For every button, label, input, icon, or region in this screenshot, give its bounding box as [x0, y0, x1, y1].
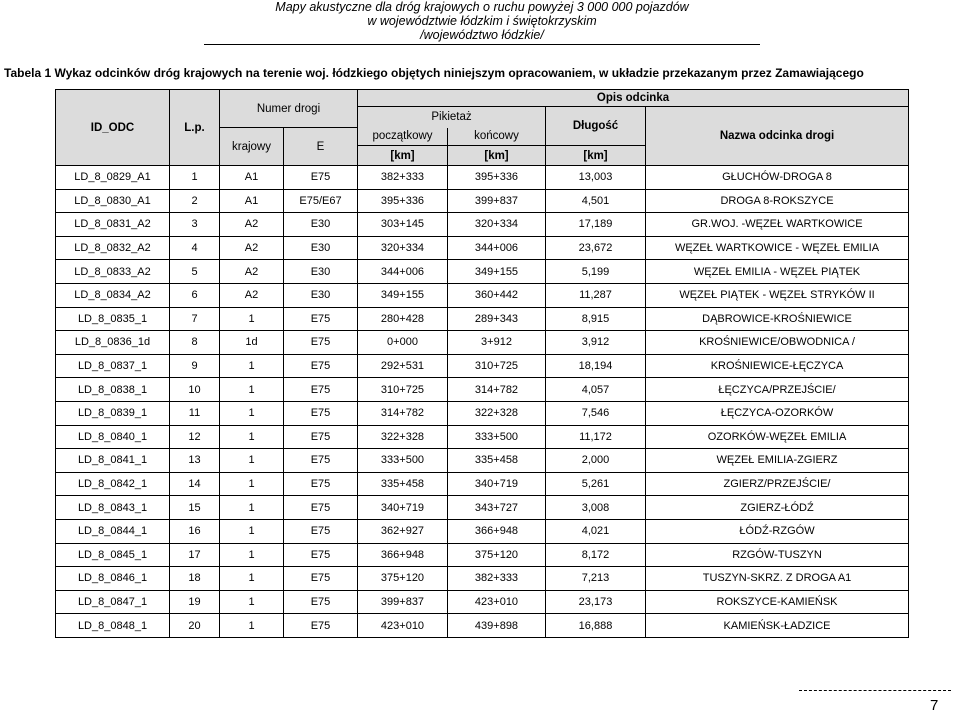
table-row	[56, 496, 909, 520]
cell-dlugosc: 13,003	[546, 166, 646, 190]
table-row	[56, 260, 909, 284]
cell-id: LD_8_0831_A2	[56, 213, 170, 237]
cell-koncowy: 289+343	[448, 307, 546, 331]
table-row	[56, 614, 909, 638]
table-row	[56, 354, 909, 378]
cell-id: LD_8_0847_1	[56, 590, 170, 614]
cell-e: E75	[284, 307, 358, 331]
cell-e: E30	[284, 213, 358, 237]
page-number: 7	[930, 697, 939, 714]
cell-e: E75	[284, 472, 358, 496]
cell-poczatkowy: 362+927	[358, 519, 448, 543]
cell-dlugosc: 11,172	[546, 425, 646, 449]
header-rule	[204, 44, 760, 45]
cell-e: E75	[284, 354, 358, 378]
cell-lp: 4	[170, 236, 220, 260]
cell-dlugosc: 4,501	[546, 189, 646, 213]
table-row	[56, 283, 909, 307]
cell-koncowy: 322+328	[448, 401, 546, 425]
cell-e: E75	[284, 496, 358, 520]
cell-koncowy: 343+727	[448, 496, 546, 520]
cell-krajowy: A2	[220, 236, 284, 260]
cell-e: E75	[284, 519, 358, 543]
cell-lp: 17	[170, 543, 220, 567]
cell-krajowy: 1	[220, 307, 284, 331]
cell-dlugosc: 2,000	[546, 449, 646, 473]
cell-lp: 3	[170, 213, 220, 237]
road-sections-table	[55, 89, 909, 638]
cell-poczatkowy: 340+719	[358, 496, 448, 520]
cell-nazwa: DROGA 8-ROKSZYCE	[646, 189, 909, 213]
header-line-1: Mapy akustyczne dla dróg krajowych o ruchu powyżej 3 000 000 pojazdów	[275, 0, 689, 14]
footer-dashed-rule	[799, 690, 951, 691]
cell-id: LD_8_0841_1	[56, 449, 170, 473]
cell-dlugosc: 4,057	[546, 378, 646, 402]
cell-lp: 2	[170, 189, 220, 213]
cell-dlugosc: 23,672	[546, 236, 646, 260]
cell-nazwa: WĘZEŁ EMILIA-ZGIERZ	[646, 449, 909, 473]
cell-krajowy: A2	[220, 283, 284, 307]
table-row	[56, 425, 909, 449]
cell-krajowy: 1	[220, 472, 284, 496]
header-unit-km: [km]	[546, 146, 646, 166]
cell-nazwa: ŁĘCZYCA-OZORKÓW	[646, 401, 909, 425]
cell-krajowy: A2	[220, 213, 284, 237]
cell-nazwa: KROŚNIEWICE/OBWODNICA /	[646, 331, 909, 355]
cell-nazwa: ZGIERZ-ŁÓDŹ	[646, 496, 909, 520]
cell-nazwa: ŁĘCZYCA/PRZEJŚCIE/	[646, 378, 909, 402]
cell-lp: 16	[170, 519, 220, 543]
cell-dlugosc: 11,287	[546, 283, 646, 307]
cell-poczatkowy: 0+000	[358, 331, 448, 355]
cell-koncowy: 375+120	[448, 543, 546, 567]
cell-e: E75	[284, 331, 358, 355]
cell-lp: 1	[170, 166, 220, 190]
header-lp: L.p.	[170, 90, 220, 166]
cell-nazwa: TUSZYN-SKRZ. Z DROGA A1	[646, 567, 909, 591]
cell-id: LD_8_0845_1	[56, 543, 170, 567]
header-koncowy: końcowy	[448, 128, 546, 146]
cell-poczatkowy: 310+725	[358, 378, 448, 402]
cell-krajowy: 1	[220, 496, 284, 520]
cell-poczatkowy: 382+333	[358, 166, 448, 190]
cell-lp: 10	[170, 378, 220, 402]
cell-lp: 14	[170, 472, 220, 496]
cell-dlugosc: 7,546	[546, 401, 646, 425]
cell-lp: 20	[170, 614, 220, 638]
cell-poczatkowy: 399+837	[358, 590, 448, 614]
table-row	[56, 543, 909, 567]
table-row	[56, 189, 909, 213]
cell-koncowy: 314+782	[448, 378, 546, 402]
cell-koncowy: 423+010	[448, 590, 546, 614]
cell-koncowy: 399+837	[448, 189, 546, 213]
cell-e: E30	[284, 260, 358, 284]
cell-id: LD_8_0832_A2	[56, 236, 170, 260]
header-krajowy: krajowy	[220, 128, 284, 166]
cell-e: E75	[284, 590, 358, 614]
cell-id: LD_8_0844_1	[56, 519, 170, 543]
cell-poczatkowy: 344+006	[358, 260, 448, 284]
table-row	[56, 472, 909, 496]
cell-krajowy: 1	[220, 425, 284, 449]
cell-koncowy: 333+500	[448, 425, 546, 449]
cell-krajowy: A1	[220, 189, 284, 213]
cell-krajowy: A1	[220, 166, 284, 190]
document-header	[200, 0, 764, 42]
cell-e: E75	[284, 378, 358, 402]
cell-dlugosc: 17,189	[546, 213, 646, 237]
cell-id: LD_8_0830_A1	[56, 189, 170, 213]
cell-krajowy: 1	[220, 401, 284, 425]
cell-e: E75	[284, 425, 358, 449]
cell-nazwa: GŁUCHÓW-DROGA 8	[646, 166, 909, 190]
cell-nazwa: WĘZEŁ PIĄTEK - WĘZEŁ STRYKÓW II	[646, 283, 909, 307]
cell-dlugosc: 3,008	[546, 496, 646, 520]
cell-nazwa: ŁÓDŹ-RZGÓW	[646, 519, 909, 543]
cell-lp: 15	[170, 496, 220, 520]
cell-id: LD_8_0843_1	[56, 496, 170, 520]
cell-koncowy: 310+725	[448, 354, 546, 378]
cell-id: LD_8_0829_A1	[56, 166, 170, 190]
cell-nazwa: GR.WOJ. -WĘZEŁ WARTKOWICE	[646, 213, 909, 237]
cell-nazwa: WĘZEŁ EMILIA - WĘZEŁ PIĄTEK	[646, 260, 909, 284]
cell-dlugosc: 8,172	[546, 543, 646, 567]
cell-poczatkowy: 423+010	[358, 614, 448, 638]
cell-id: LD_8_0836_1d	[56, 331, 170, 355]
cell-e: E75	[284, 567, 358, 591]
cell-koncowy: 340+719	[448, 472, 546, 496]
cell-id: LD_8_0838_1	[56, 378, 170, 402]
cell-poczatkowy: 349+155	[358, 283, 448, 307]
cell-nazwa: ROKSZYCE-KAMIEŃSK	[646, 590, 909, 614]
table-row	[56, 567, 909, 591]
table-row	[56, 166, 909, 190]
cell-lp: 13	[170, 449, 220, 473]
cell-krajowy: 1	[220, 519, 284, 543]
cell-nazwa: KAMIEŃSK-ŁADZICE	[646, 614, 909, 638]
cell-krajowy: 1	[220, 378, 284, 402]
cell-e: E75	[284, 166, 358, 190]
cell-poczatkowy: 314+782	[358, 401, 448, 425]
cell-lp: 5	[170, 260, 220, 284]
cell-nazwa: DĄBROWICE-KROŚNIEWICE	[646, 307, 909, 331]
cell-koncowy: 349+155	[448, 260, 546, 284]
table-row	[56, 331, 909, 355]
cell-koncowy: 382+333	[448, 567, 546, 591]
cell-e: E75/E67	[284, 189, 358, 213]
table-row	[56, 449, 909, 473]
cell-e: E75	[284, 449, 358, 473]
cell-lp: 12	[170, 425, 220, 449]
cell-lp: 18	[170, 567, 220, 591]
cell-poczatkowy: 395+336	[358, 189, 448, 213]
cell-koncowy: 360+442	[448, 283, 546, 307]
table-caption: Tabela 1 Wykaz odcinków dróg krajowych na terenie woj. łódzkiego objętych niniejszym opracowaniem, w układzie przekazanym przez Zamawiającego	[4, 66, 864, 80]
table-row	[56, 236, 909, 260]
table-row	[56, 519, 909, 543]
cell-nazwa: OZORKÓW-WĘZEŁ EMILIA	[646, 425, 909, 449]
cell-poczatkowy: 333+500	[358, 449, 448, 473]
header-line-2: w województwie łódzkim i świętokrzyskim	[367, 14, 597, 28]
table-row	[56, 401, 909, 425]
cell-nazwa: KROŚNIEWICE-ŁĘCZYCA	[646, 354, 909, 378]
cell-koncowy: 335+458	[448, 449, 546, 473]
cell-e: E75	[284, 401, 358, 425]
cell-koncowy: 366+948	[448, 519, 546, 543]
cell-poczatkowy: 375+120	[358, 567, 448, 591]
header-numer-drogi: Numer drogi	[220, 90, 358, 128]
table-row	[56, 307, 909, 331]
cell-koncowy: 320+334	[448, 213, 546, 237]
cell-dlugosc: 3,912	[546, 331, 646, 355]
cell-poczatkowy: 335+458	[358, 472, 448, 496]
cell-dlugosc: 7,213	[546, 567, 646, 591]
cell-id: LD_8_0840_1	[56, 425, 170, 449]
cell-krajowy: 1	[220, 614, 284, 638]
cell-dlugosc: 5,261	[546, 472, 646, 496]
cell-koncowy: 344+006	[448, 236, 546, 260]
header-unit-km: [km]	[358, 146, 448, 166]
cell-id: LD_8_0846_1	[56, 567, 170, 591]
cell-dlugosc: 23,173	[546, 590, 646, 614]
cell-poczatkowy: 292+531	[358, 354, 448, 378]
cell-poczatkowy: 280+428	[358, 307, 448, 331]
cell-id: LD_8_0833_A2	[56, 260, 170, 284]
cell-poczatkowy: 366+948	[358, 543, 448, 567]
cell-krajowy: A2	[220, 260, 284, 284]
cell-lp: 6	[170, 283, 220, 307]
cell-nazwa: ZGIERZ/PRZEJŚCIE/	[646, 472, 909, 496]
cell-dlugosc: 5,199	[546, 260, 646, 284]
cell-id: LD_8_0834_A2	[56, 283, 170, 307]
cell-krajowy: 1d	[220, 331, 284, 355]
cell-lp: 8	[170, 331, 220, 355]
cell-e: E30	[284, 283, 358, 307]
table-row	[56, 590, 909, 614]
cell-krajowy: 1	[220, 354, 284, 378]
cell-lp: 7	[170, 307, 220, 331]
header-id-odc: ID_ODC	[56, 90, 170, 166]
header-opis-odcinka: Opis odcinka	[358, 90, 909, 107]
cell-krajowy: 1	[220, 567, 284, 591]
header-dlugosc: Długość	[546, 107, 646, 146]
cell-koncowy: 439+898	[448, 614, 546, 638]
cell-koncowy: 3+912	[448, 331, 546, 355]
header-poczatkowy: początkowy	[358, 128, 448, 146]
cell-krajowy: 1	[220, 543, 284, 567]
cell-dlugosc: 18,194	[546, 354, 646, 378]
cell-poczatkowy: 322+328	[358, 425, 448, 449]
cell-nazwa: RZGÓW-TUSZYN	[646, 543, 909, 567]
cell-e: E30	[284, 236, 358, 260]
cell-e: E75	[284, 614, 358, 638]
cell-id: LD_8_0839_1	[56, 401, 170, 425]
cell-lp: 11	[170, 401, 220, 425]
cell-id: LD_8_0837_1	[56, 354, 170, 378]
cell-lp: 9	[170, 354, 220, 378]
cell-dlugosc: 4,021	[546, 519, 646, 543]
cell-krajowy: 1	[220, 449, 284, 473]
header-e: E	[284, 128, 358, 166]
cell-poczatkowy: 320+334	[358, 236, 448, 260]
cell-id: LD_8_0842_1	[56, 472, 170, 496]
header-nazwa-odcinka: Nazwa odcinka drogi	[646, 107, 909, 166]
cell-krajowy: 1	[220, 590, 284, 614]
cell-lp: 19	[170, 590, 220, 614]
cell-id: LD_8_0848_1	[56, 614, 170, 638]
cell-koncowy: 395+336	[448, 166, 546, 190]
header-pikietaz: Pikietaż	[358, 107, 546, 128]
cell-nazwa: WĘZEŁ WARTKOWICE - WĘZEŁ EMILIA	[646, 236, 909, 260]
table-row	[56, 213, 909, 237]
cell-poczatkowy: 303+145	[358, 213, 448, 237]
cell-dlugosc: 8,915	[546, 307, 646, 331]
cell-dlugosc: 16,888	[546, 614, 646, 638]
header-unit-km: [km]	[448, 146, 546, 166]
table-row	[56, 378, 909, 402]
cell-id: LD_8_0835_1	[56, 307, 170, 331]
cell-e: E75	[284, 543, 358, 567]
header-line-3: /województwo łódzkie/	[420, 28, 544, 42]
